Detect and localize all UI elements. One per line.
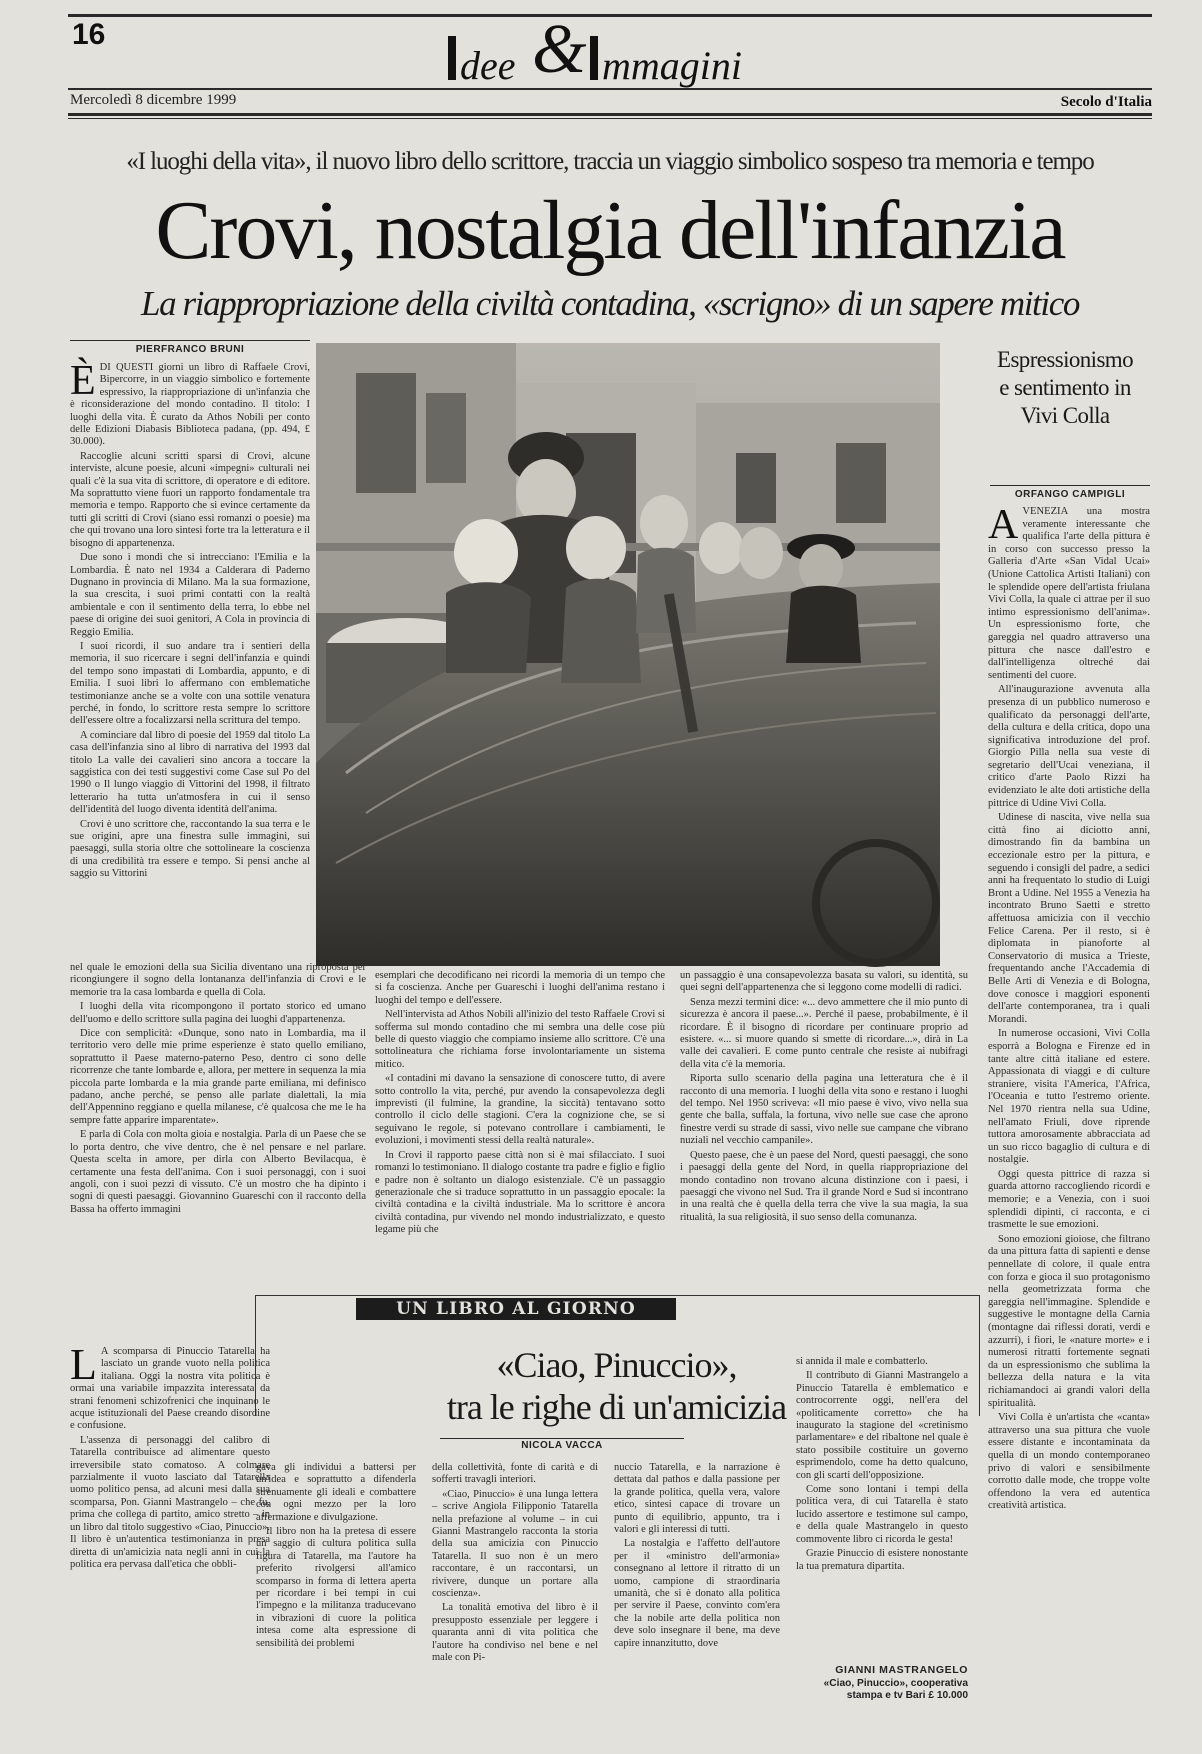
paragraph: Grazie Pinuccio di esistere nonostante la tua prematura dipartita. [796,1548,968,1572]
article-column-3 [375,970,665,1236]
paragraph: Il contributo di Gianni Mastrangelo a Pinuccio Tatarella è emblematico e controcorrente oggi, nell'era del «politicamente corretto» che ha inaugurato la stagione del «cretinismo parlamentare» e del ribaltone nel quale è stato possibile costituire un governo esprimendolo, come ha detto qualcuno, con gli scarti dell'opposizione. [796,1370,968,1481]
paragraph: I suoi ricordi, il suo andare tra i sentieri della memoria, il suo ricercare i segni dell'infanzia e quindi del tempo sono impastati di Lombardia, appunto, e di Emilia. I suoi libri lo affermano con emblematiche testimonianze anche se a volte con una sottile venatura perché, in fondo, lo scrittore resta sempre lo scrittore dell'essere oltre a focalizzarsi nella scrittura del tempo. [70,640,310,727]
article-subheadline: La riappropriazione della civiltà contadina, «scrigno» di un sapere mitico [141,284,1079,323]
paragraph: esemplari che decodificano nei ricordi la memoria di un tempo che si fa coscienza. Anche per Guareschi i luoghi dell'anima restano i luoghi del tempo e dell'essere. [375,970,665,1006]
paragraph: In numerose occasioni, Vivi Colla esporrà a Bologna e Firenze ed in tante altre città italiane ed estere. Appassionata di viaggi e di culture straniere, visita l'America, l'Africa, l'Oceania e tutto l'estremo oriente. Nel 1970 rientra nella sua Udine, nell'amato Friuli, dove riprende tuttora amorosamente abbracciata ad un suo ricco bagaglio di cultura e di nostalgie. [988,1028,1150,1166]
article-dropcap: È [70,358,96,404]
issue-date: Mercoledì 8 dicembre 1999 [70,92,237,108]
book-reference-author: GIANNI MASTRANGELO [835,1664,968,1676]
paragraph: Senza mezzi termini dice: «... devo ammettere che il mio punto di sicurezza è ancora il paese...». Perché il paese, probabilmente, è il ricordare. È il bisogno di ricordare per continuare proprio ad esistere. «... si muore quando si smette di ricordare...», dirà in La valle dei cavalieri. E come punto centrale che resiste ai nubifragi della vita c'è la memoria. [680,996,968,1070]
book-column-1 [70,1340,270,1706]
header-mid-rule [68,88,1152,90]
paragraph: della collettività, fonte di carità e di sofferti travagli interiori. [432,1462,598,1486]
book-column-3 [432,1462,598,1708]
book-box-headline-1: «Ciao, Pinuccio», [496,1345,737,1385]
paragraph: A cominciare dal libro di poesie del 1959 dal titolo La casa dell'infanzia sino al libro di narrativa del 1993 dal titolo La valle dei cavalieri sino ancora a toccare la saggistica con dei testi suggestivi come Case sul Po del 1990 o Il lungo viaggio di Vittorini del 1998, il filtrato letterario ha tutta un'atmosfera in cui il senso dell'identità del luogo diventa identità dell'anima. [70,729,310,816]
book-column-5 [796,1356,968,1650]
paragraph: «Ciao, Pinuccio» è una lunga lettera – scrive Angiola Filipponio Tatarella nella prefazione al volume – in cui Gianni Mastrangelo racconta la storia della sua amicizia con Pinuccio Tatarella. Il suo non è un mero raccontare, è un raccontarsi, un rivivere, dunque un portare alla coscienza». [432,1488,598,1600]
paragraph: Sono emozioni gioiose, che filtrano da una pittura fatta di sapienti e dense pennellate di colore, il quale entra con forza e gioca il suo protagonismo nella geometrizzata forma che gareggia nell'immagine. Splendide e suggestive le montagne della Carnia (montagne dai riflessi dorati, verdi e azzurri), i fiori, le «nature morte» e i numerosi ritratti fortemente segnati da un espressionismo che sublima la bellezza della natura e la vita richiamandoci ai grandi valori della spiritualità. [988,1233,1150,1409]
paragraph: La tonalità emotiva del libro è il presupposto essenziale per leggere i quaranta anni di vita politica che l'autore ha condiviso nel bene e nel male con Pi- [432,1602,598,1664]
photo-peasant-family [316,343,940,966]
book-box-banner-text: UN LIBRO AL GIORNO [396,1299,636,1319]
article-photo [316,343,940,966]
paragraph: A scomparsa di Pinuccio Tatarella ha lasciato un grande vuoto nella politica italiana. Oggi la nostra vita politica è ormai una variabile impazzita interessata da strani fenomeni schizofrenici che inquinano le acque istituzionali del Paese creando disordine e confusione. [70,1346,270,1432]
section-title-part2: mmagini [602,43,742,88]
paragraph: L'assenza di personaggi del calibro di Tatarella contribuisce ad alimentare questo irreversibile stato comatoso. A colmare parzialmente il vuoto lasciato dal Tatarella uomo politico pensa, ad alcuni mesi dalla sua scomparsa, Pon. Gianni Mastrangelo – che fu, prima che collega di partito, amico stretto – in un libro dal titolo suggestivo «Ciao, Pinuccio». Il libro è un'autentica testimonianza in presa diretta di un'amicizia nata negli anni in cui la politica era pervasa dall'etica che obbli- [70,1434,270,1570]
paragraph: nel quale le emozioni della sua Sicilia diventano una riproposta per ricongiungere il sogno della lontananza dell'infanzia di Crovi e le memorie tra la casa lombarda e quella di Cola. [70,962,366,998]
paragraph: In Crovi il rapporto paese città non si è mai sfilacciato. I suoi romanzi lo testimoniano. Il dialogo costante tra padre e figlio e figlio e padre non è soltanto un dialogo esistenziale. C'è un passaggio generazionale che si traduce soprattutto in un passaggio epocale: la civiltà contadina e la civiltà industriale. Ma lo scrittore è ancora civiltà contadina, pur vivendo nel mondo industrializzato, e questo legame più che [375,1149,665,1236]
paragraph: Raccoglie alcuni scritti sparsi di Crovi, alcune interviste, alcune poesie, alcuni «impegni» culturali nei quali c'è la sua vita di scrittore, di operatore e di editore. Ma soprattutto viene fuori un rapporto fondamentale tra memoria e tempo. Rapporto che si evince certamente da tutti gli scritti di Crovi (siano essi romanzi o poesie) ma che qui trovano una loro sintesi forte tra la letteratura e il bisogno di appartenenza. [70,450,310,549]
section-initial-bar-2 [590,36,598,80]
paragraph: VENEZIA una mostra veramente interessante che qualifica l'arte della pittura è in corso con successo presso la Galleria d'Arte «San Vidal Ucai» (Unione Cattolica Artisti Italiani) con le splendide opere dell'artista friulana Vivi Colla, la quale ci attrae per il suo intimo espressionismo dell'anima». Un espressionismo forte, che gareggia nel quadro attraverso una pittura che nasce dall'estro e dall'intelligenza oltreché dai sentimenti del cuore. [988,506,1150,681]
paragraph: gava gli individui a battersi per un'idea e soprattutto a difenderla strenuamente gli ideali e combattere con ogni mezzo per la loro affermazione e divulgazione. [256,1462,416,1523]
paragraph: si annida il male e combatterlo. [796,1356,928,1367]
paragraph: un passaggio è una consapevolezza basata su valori, su identità, su quei segni dell'appartenenza che si leggono come modelli di radici. [680,970,968,994]
header-bottom-rule-2 [68,118,1152,119]
article-column-4 [680,970,968,1223]
article-byline: PIERFRANCO BRUNI [135,344,245,355]
side-article-body [988,502,1150,1711]
paragraph: Vivi Colla è un'artista che «canta» attraverso una sua pittura che vuole essere distante e incontaminata da quella di un mondo contemporaneo privo di valori e sensibilmente corrotto dalle mode, che troppe volte offendono la vera ed autentica creatività artistica. [988,1412,1150,1512]
paragraph: nuccio Tatarella, e la narrazione è dettata dal pathos e dalla passione per la grande politica, quella vera, valore etico, sintesi capace di trovare un punto di equilibrio, appunto, tra i valori e gli interessi di tutti. [614,1462,780,1536]
side-article-headline: Espressionismo e sentimento in Vivi Colla [997,347,1133,428]
section-initial-bar-1 [448,36,456,80]
paragraph: Oggi questa pittrice di razza si guarda attorno raccogliendo ricordi e memorie; e a Venezia, con i suoi splendidi dipinti, ci racconta, e ci trasmette le sue emozioni. [988,1168,1150,1231]
side-article-dropcap: A [988,502,1019,548]
book-column-4 [614,1462,780,1708]
book-reference-details: «Ciao, Pinuccio», cooperativa stampa e tv Bari £ 10.000 [823,1678,968,1701]
paragraph: Dice con semplicità: «Dunque, sono nato in Lombardia, ma il territorio vero delle mie prime esperienze è stato quello emiliano, soprattutto il Paese materno-paterno Peso, dentro ci sono delle ricorrenze che tante lombarde e, allora, per mettere in sequenza la mia piccola parte lombarda e la mia grande parte emiliana, mi definisco padano, anche perché, se penso alle parlate dialettali, la mia dell'Appennino reggiano e quella milanese, c'è qualcosa che me le ha sempre fatte apparire imparentate». [70,1028,366,1126]
paragraph: Crovi è uno scrittore che, raccontando la sua terra e le sue origini, apre una finestra sulle immagini, sui paesaggi, sulla storia oltre che sottolineare la coscienza di una credibilità tra essere e tempo. Si pensi anche al saggio su Vittorini [70,818,310,880]
byline-rule [70,340,310,341]
book-box-headline-2: tra le righe di un'amicizia [446,1387,787,1427]
article-column-2 [70,962,366,1215]
paragraph: La nostalgia e l'affetto dell'autore per il «ministro dell'armonia» consegnano al lettore il ritratto di un uomo, campione di straordinaria umanità, che si è donato alla politica per servire il Paese, convinto com'era che la nobile arte della politica non deve solo insegnare il bene, ma deve capire innanzitutto, dove [614,1538,780,1649]
book-byline-rule [440,1438,684,1439]
section-ampersand: & [532,11,587,88]
article-headline: Crovi, nostalgia dell'infanzia [155,184,1065,277]
book-box-byline: NICOLA VACCA [521,1440,603,1451]
paragraph: Il libro non ha la pretesa di essere un saggio di cultura politica sulla figura di Tatarella, ma l'autore ha preferito rivolgersi all'amico scomparso in forma di lettera aperta per ricordare i bei tempi in cui l'impegno e la militanza traducevano in vibrazioni di cuore la politica intesa come alta espressione di sensibilità dei problemi [256,1526,416,1649]
page-number: 16 [72,18,106,51]
book-column-2 [256,1462,416,1708]
newspaper-name: Secolo d'Italia [1060,94,1152,110]
paragraph: Riporta sullo scenario della pagina una letteratura che è il racconto di una memoria. I luoghi della vita sono e restano i luoghi del tempo. Nel 1950 scriveva: «Il mio paese è vivo, vivo nella sua gente che balla, suffala, la fortuna, vivo nelle sue case che aprono finestre verdi su strade di sassi, vivo nelle sue campane che vibrano nuziali nel vecchio campanile». [680,1073,968,1147]
paragraph: Due sono i mondi che si intrecciano: l'Emilia e la Lombardia. È nato nel 1934 a Calderara di Paderno Dugnano in provincia di Milano. Ma la sua formazione, la sua crescita, i suoi primi contatti con la realtà ambientale e con il sentimento della terra, lo ebbe nel paese di origine dei suoi genitori, A Cola in provincia di Reggio Emilia. [70,552,310,638]
section-title [448,10,808,90]
header-bottom-rule [68,113,1152,116]
paragraph: Nell'intervista ad Athos Nobili all'inizio del testo Raffaele Crovi si sofferma sul mondo contadino che mi sembra una delle cose più belle di questo viaggio che compiamo insieme allo scrittore. C'è una sottolineatura che richiama forse involontariamente un sistema mitico. [375,1009,665,1070]
side-article-byline: ORFANGO CAMPIGLI [1014,489,1126,500]
side-byline-rule [990,485,1150,486]
paragraph: «I contadini mi davano la sensazione di conoscere tutto, di avere sotto controllo la vita, perché, pur avendo la consapevolezza degli imprevisti (il fulmine, la grandine, la siccità) tentavano sotto controllo il ciclo delle stagioni. C'era la cognizione che, se si seguivano le regole, si potevano controllare i cambiamenti, le evoluzioni, i movimenti stessi della realtà naturale». [375,1073,665,1147]
section-title-part1: dee [460,43,516,88]
paragraph: E parla di Cola con molta gioia e nostalgia. Parla di un Paese che se lo porta dentro, che vive dentro, che è nel pensare e nel parlare. Questa scelta in amore, per dirla con Alberto Bevilacqua, è certamente una festa dell'anima. Con i suoi personaggi, con i suoi angoli, con i suoi pezzi di vissuto. C'è un mostro che ha dipinto i sogni di questi paesaggi. Giovannino Guareschi con il racconto della Bassa ha offerto immagini [70,1129,366,1215]
paragraph: Questo paese, che è un paese del Nord, questi paesaggi, che sono i paesaggi della gente del Nord, in quella riappropriazione del mondo contadino non trovano alcuna distinzione con i paesi, i paesaggi che vivono nel Sud. Tra il grande Nord e Sud si incontrano in una realtà che è quella della terra che vive la sua magia, la sua ritualità, la sua religiosità, il suo senso della comunanza. [680,1149,968,1223]
paragraph: All'inaugurazione avvenuta alla presenza di un pubblico numeroso e qualificato da personaggi dell'arte, della cultura e della critica, dopo una significativa introduzione del prof. Giorgio Pilla nella sua veste di segretario dell'Ucai veneziana, il critico d'arte Paolo Rizzi ha evidenziato le alte doti artistiche della pittrice di Udine Vivi Colla. [988,684,1150,809]
paragraph: I luoghi della vita ricompongono il portato storico ed umano dell'uomo e dello scrittore sulla pagina dei luoghi d'appartenenza. [70,1001,366,1025]
article-kicker: «I luoghi della vita», il nuovo libro dello scrittore, traccia un viaggio simbolico sospeso tra memoria e tempo [126,148,1094,175]
paragraph: Come sono lontani i tempi della politica vera, di cui Tatarella è stato lucido assertore e testimone sul campo, e della quale Mastrangelo in questo commovente libro ci ricorda le gesta! [796,1484,968,1545]
article-column-1 [70,358,310,960]
book-dropcap: L [70,1340,97,1389]
paragraph: DI QUESTI giorni un libro di Raffaele Crovi, Bipercorre, in un viaggio simbolico e fortemente espressivo, la riappropriazione di un'infanzia che è riconsiderazione del mondo contadino. Il titolo: I luoghi della vita. È curato da Athos Nobili per conto delle Edizioni Diabasis Biblioteca padana, (pp. 494, £ 30.000). [70,362,310,448]
paragraph: Udinese di nascita, vive nella sua città fino ai diciotto anni, dimostrando fin da bambina un eccezionale estro per la pittura, e seguendo i consigli del padre, a sedici anni ha frequentato lo studio di Luigi Bront a Udine. Nel 1955 a Venezia ha incontrato Bruno Saetti e stretto affettuosa amicizia con il vecchio Felice Carena. Per il resto, si è diplomata in pianoforte al Conservatorio di musica a Trieste, frequentando anche l'Accademia di Belle Arti di Venezia e di Bologna, dove conosce i maggiori esponenti dell'arte contemporanea, tra i quali Morandi. [988,812,1150,1025]
